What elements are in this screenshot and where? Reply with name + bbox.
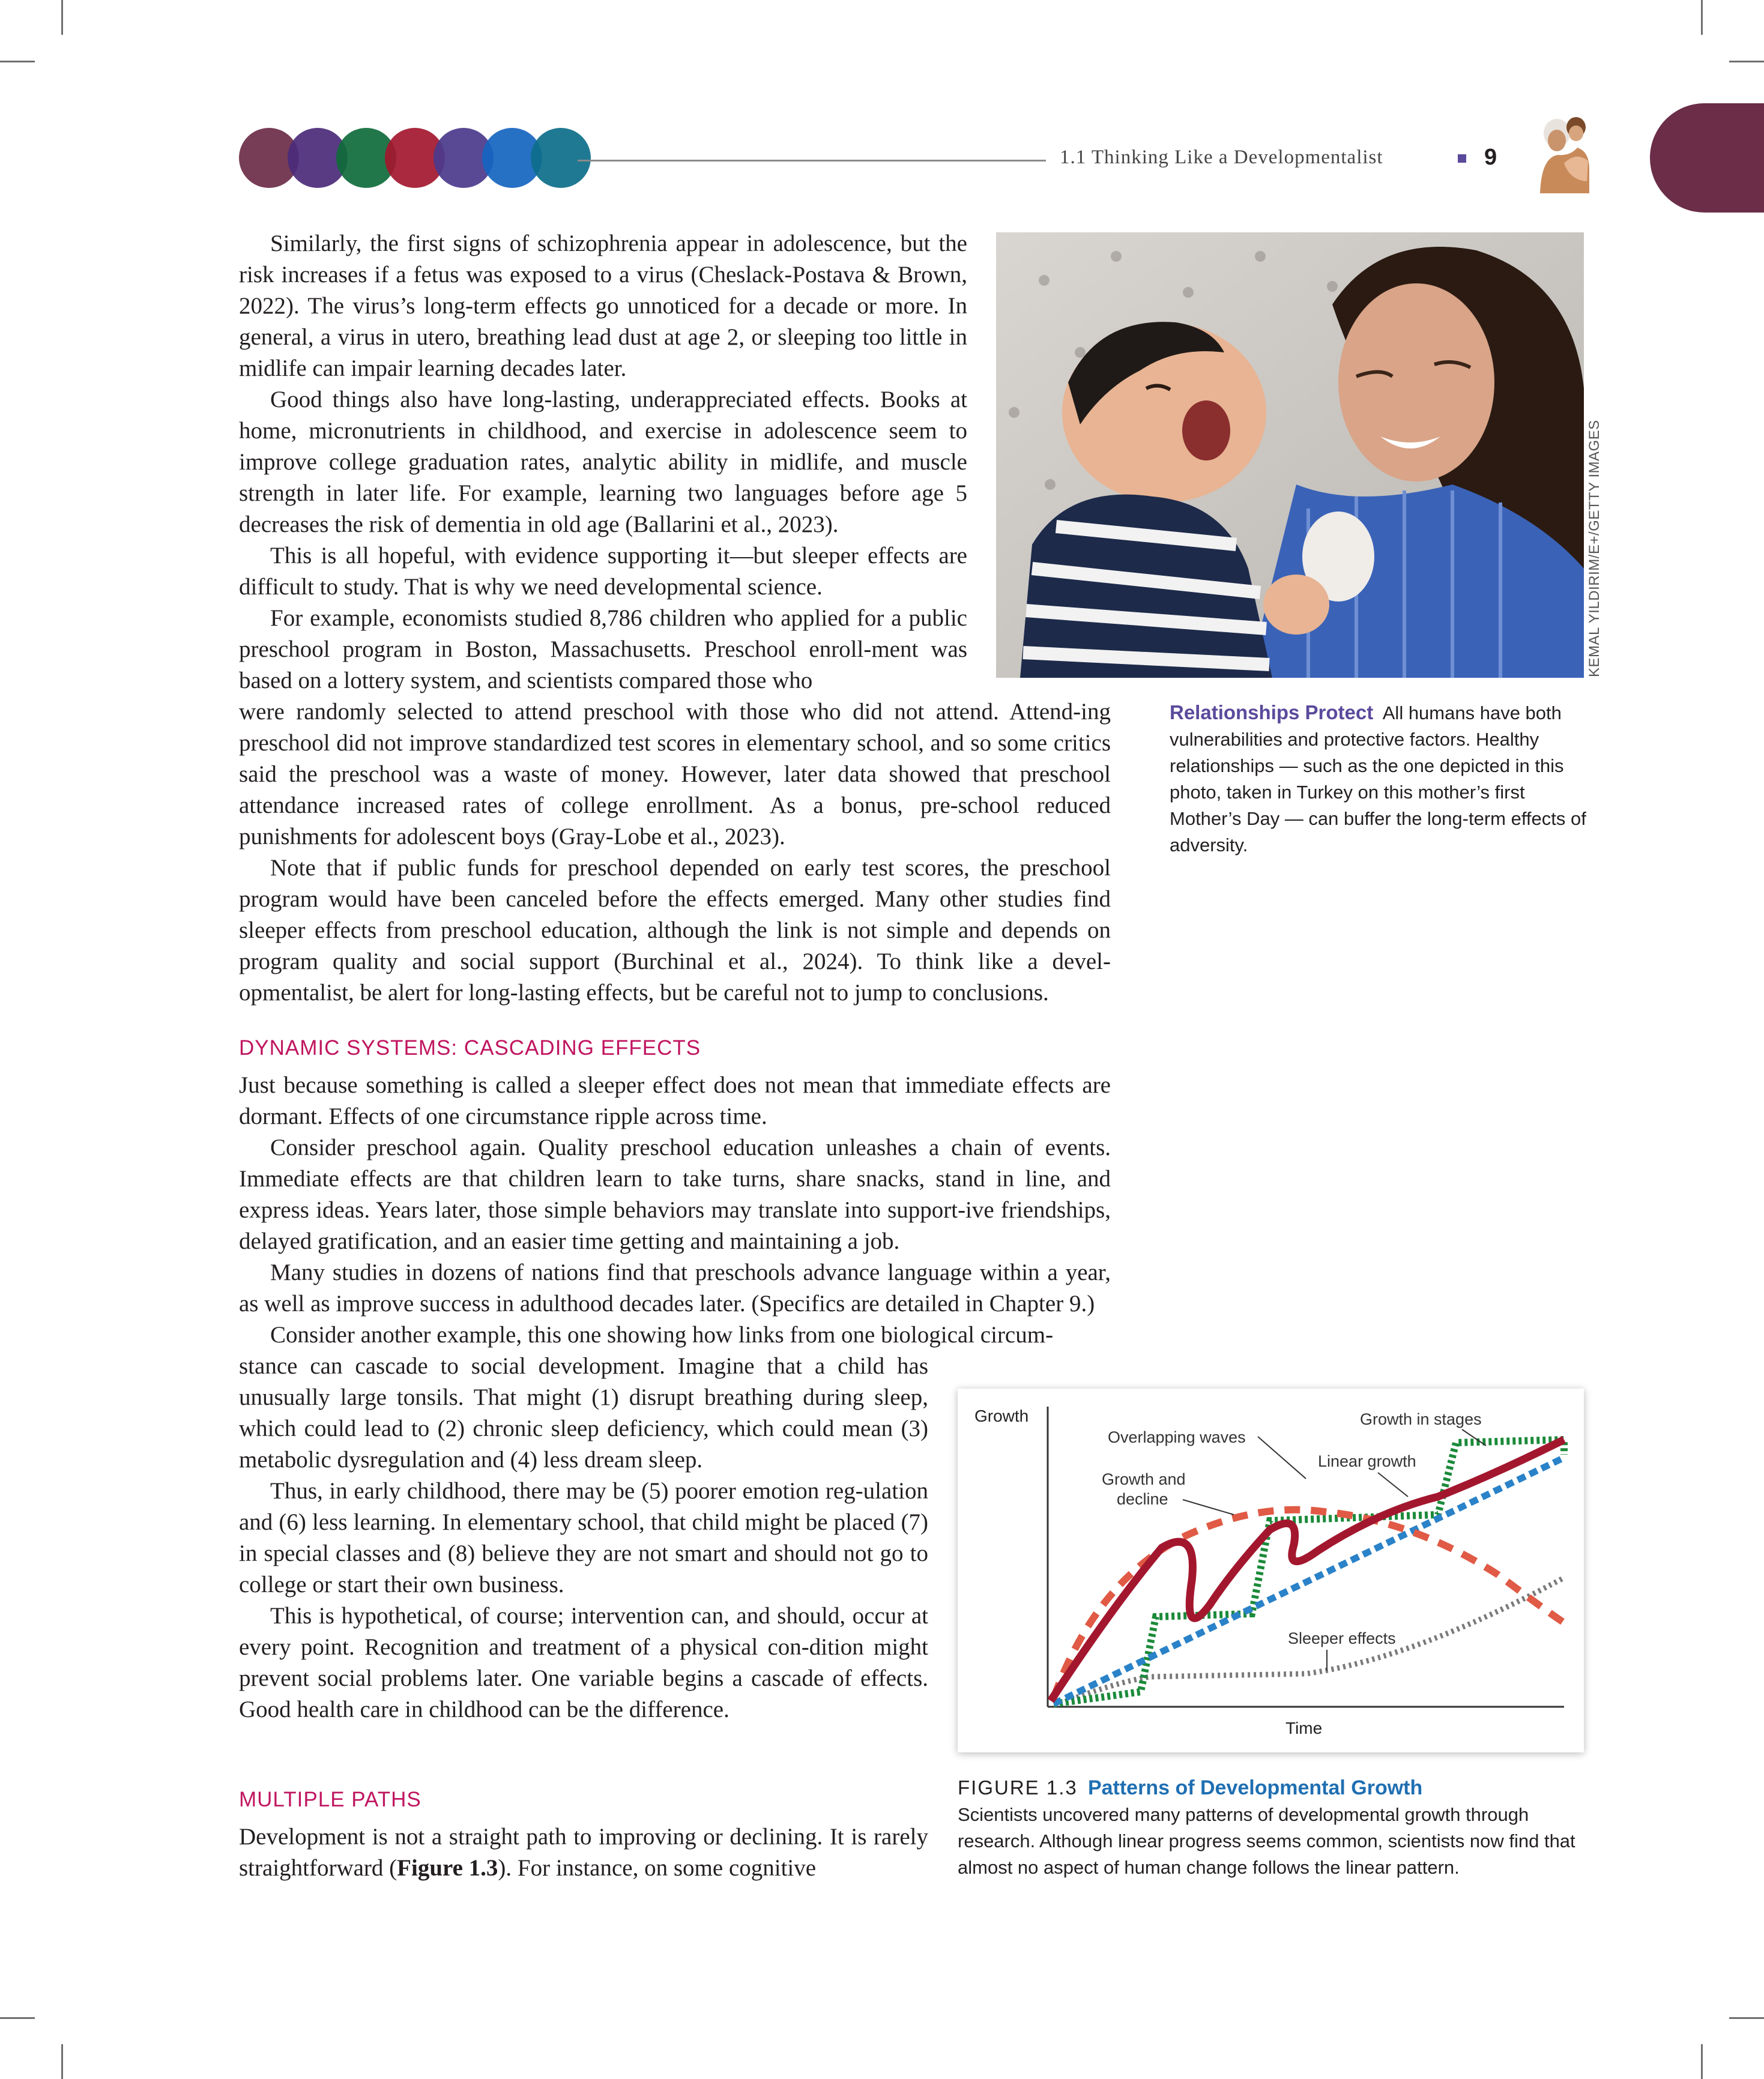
chart-svg bbox=[958, 1389, 1584, 1752]
paragraph: Note that if public funds for preschool depended on early test scores, the preschool program would have been canceled before the effects emerged. Many other studies find sleeper effects from preschool education, although the link is not simple and depends on program quality and social support (Burchinal et al., 2024). To think like a devel-opmentalist, be alert for long-lasting effects, but be careful not to jump to conclusions. bbox=[239, 855, 1111, 1006]
running-head: 1.1 Thinking Like a Developmentalist bbox=[1060, 146, 1383, 168]
chapter-tab bbox=[1650, 103, 1764, 213]
crop-mark bbox=[61, 2044, 63, 2079]
series-label-growth-in-stages: Growth in stages bbox=[1360, 1410, 1482, 1428]
paragraph: Many studies in dozens of nations find that preschools advance language within a year, as well as improve success in adulthood decades later. (Specifics are detailed in Chapter 9.) bbox=[239, 1260, 1111, 1317]
header-thumbnail bbox=[1534, 109, 1594, 193]
leader-line bbox=[1183, 1500, 1234, 1515]
paragraph: were randomly selected to attend preschool with those who did not attend. Attend-ing preschool did not improve standardized test scores in elementary school, and so some critics said the preschool was a waste of money. However, later data showed that preschool attendance increased rates of college enrollment. As a bonus, pre-school reduced punishments for adolescent boys (Gray-Lobe et al., 2023). bbox=[239, 699, 1111, 849]
paragraph: Good things also have long-lasting, underappreciated effects. Books at home, micronutrients in childhood, and exercise in adolescence seem to improve college graduation rates, analytic ability in midlife, and muscle strength in later life. For example, learning two languages before age 5 decreases the risk of dementia in old age (Ballarini et al., 2023). bbox=[239, 387, 967, 537]
paragraph: This is all hopeful, with evidence supporting it—but sleeper effects are difficult to study. That is why we need developmental science. bbox=[239, 543, 967, 600]
paragraph: Consider preschool again. Quality preschool education unleashes a chain of events. Immediate effects are that children learn to take turns, share snacks, stand in line, and express ideas. Years later, those simple behaviors may translate into support-ive friendships, delayed gratification, and an easier time getting and maintaining a job. bbox=[239, 1135, 1111, 1254]
paragraph-text: ). For instance, on some cognitive bbox=[498, 1855, 817, 1881]
photo-caption-text: All humans have both vulnerabilities and protective factors. Healthy relationships — such as the one depicted in this photo, taken in Turkey on this mother’s first Mother’s Day — can buffer the long-term effects of adversity. bbox=[1170, 702, 1586, 855]
x-axis-label: Time bbox=[1285, 1719, 1323, 1737]
header-rule bbox=[578, 160, 1046, 161]
leader-line bbox=[1378, 1473, 1408, 1497]
section-heading: MULTIPLE PATHS bbox=[239, 1788, 421, 1811]
paragraph: Similarly, the first signs of schizophrenia appear in adolescence, but the risk increases if a fetus was exposed to a virus (Cheslack-Postava & Brown, 2022). The virus’s long-term effects go unnoticed for a decade or more. In general, a virus in utero, breathing lead dust at age 2, or sleeping too little in midlife can impair learning decades later. bbox=[239, 231, 967, 381]
square-bullet-icon bbox=[1458, 154, 1466, 163]
page-number: 9 bbox=[1484, 145, 1497, 170]
crop-mark bbox=[1701, 2044, 1703, 2079]
photo-caption bbox=[1170, 699, 1590, 858]
crop-mark bbox=[1729, 61, 1764, 62]
figure-caption bbox=[958, 1775, 1594, 1881]
paragraph: For example, economists studied 8,786 children who applied for a public preschool program in Boston, Massachusetts. Preschool enroll-ment was based on a lottery system, and scientists compared those who bbox=[239, 605, 967, 693]
photo-credit: KEMAL YILDIRIM/E+/GETTY IMAGES bbox=[1586, 420, 1602, 677]
series-label-overlapping-waves: Overlapping waves bbox=[1108, 1428, 1246, 1446]
photo-caption-title: Relationships Protect bbox=[1170, 701, 1374, 723]
paragraph: This is hypothetical, of course; intervention can, and should, occur at every point. Recognition and treatment of a physical con-dition might prevent social problems later. One variable begins a cascade of effects. Good health care in childhood can be the difference. bbox=[239, 1603, 928, 1722]
figure-reference: Figure 1.3 bbox=[397, 1855, 498, 1881]
figure-label: FIGURE 1.3 bbox=[958, 1776, 1078, 1799]
paragraph: stance can cascade to social development. Imagine that a child has unusually large tonsils. That might (1) disrupt breathing during sleep, which could lead to (2) chronic sleep deficiency, which could mean (3) metabolic dysregulation and (4) less dream sleep. bbox=[239, 1353, 928, 1473]
series-label-sleeper-effects: Sleeper effects bbox=[1288, 1629, 1396, 1647]
figure-title: Patterns of Developmental Growth bbox=[1087, 1776, 1423, 1799]
mother-baby-photo bbox=[996, 232, 1584, 678]
paragraph: Just because something is called a sleeper effect does not mean that immediate effects are dormant. Effects of one circumstance ripple across time. bbox=[239, 1072, 1111, 1129]
figure-chart bbox=[958, 1389, 1584, 1752]
section-heading: DYNAMIC SYSTEMS: CASCADING EFFECTS bbox=[239, 1036, 701, 1060]
crop-mark bbox=[0, 2017, 35, 2019]
crop-mark bbox=[1701, 0, 1703, 35]
series-label-decline: decline bbox=[1117, 1490, 1168, 1508]
crop-mark bbox=[0, 61, 35, 62]
paragraph-text: Development is not a straight path to improving or declining. It is rarely straightforward ( bbox=[239, 1824, 928, 1881]
series-label-growth-and: Growth and bbox=[1102, 1470, 1186, 1488]
paragraph: Thus, in early childhood, there may be (5) poorer emotion reg-ulation and (6) less learning. In elementary school, that child might be placed (7) in special classes and (8) believe they are not smart and should not go to college or start their own business. bbox=[239, 1478, 928, 1598]
crop-mark bbox=[61, 0, 63, 35]
leader-line bbox=[1258, 1437, 1306, 1479]
crop-mark bbox=[1729, 2017, 1764, 2019]
paragraph: Consider another example, this one showing how links from one biological circum- bbox=[270, 1322, 1054, 1348]
paragraph bbox=[239, 1821, 928, 1884]
figure-caption-text: Scientists uncovered many patterns of developmental growth through research. Although linear progress seems common, scientists now find that almost no aspect of human change follows the linear pattern. bbox=[958, 1804, 1575, 1878]
series-label-linear-growth: Linear growth bbox=[1318, 1452, 1416, 1470]
y-axis-label: Growth bbox=[974, 1407, 1029, 1425]
header-circle bbox=[531, 128, 591, 188]
